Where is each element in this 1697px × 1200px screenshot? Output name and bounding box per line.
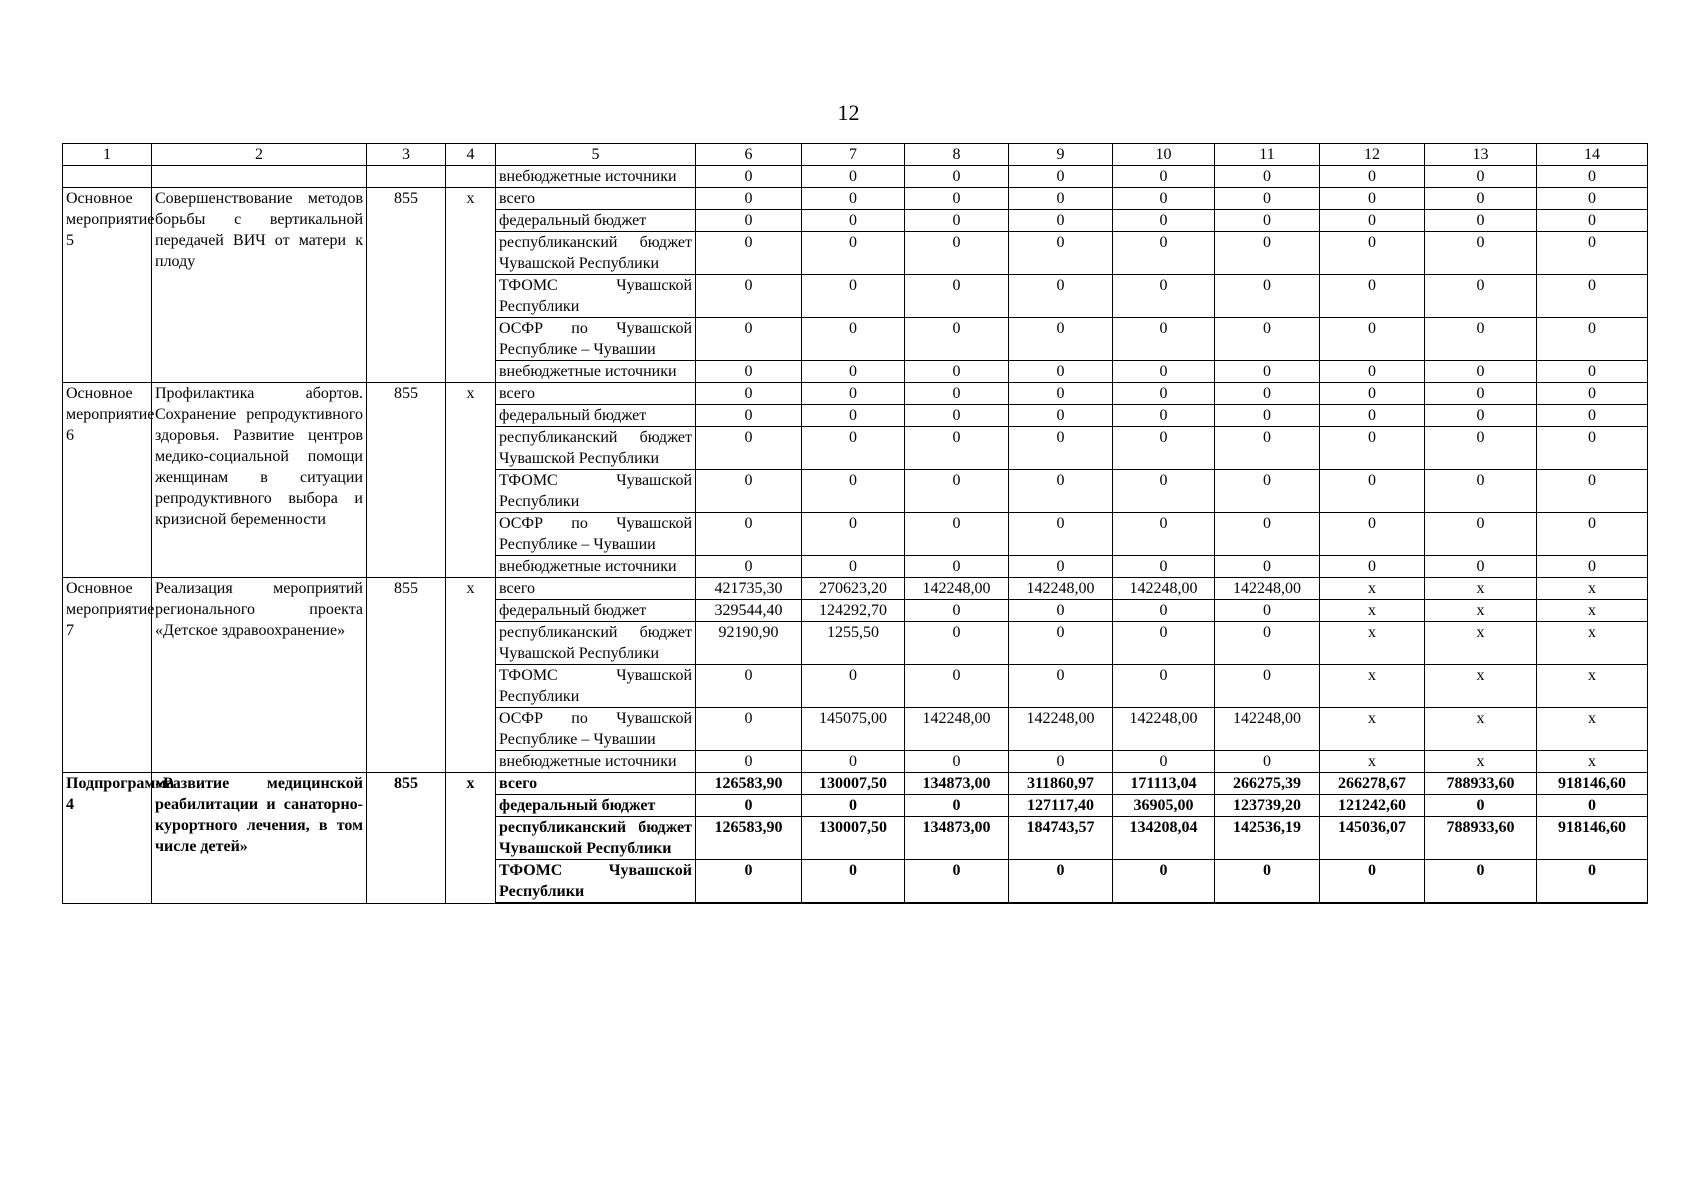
- source-cell: всего: [496, 383, 696, 405]
- group-title-cell: «Развитие медицинской реабилитации и санаторно-курортного лечения, в том числе детей»: [152, 773, 367, 904]
- value-cell: 0: [1537, 556, 1648, 578]
- value-cell: х: [1425, 622, 1537, 665]
- value-cell: 0: [1320, 513, 1425, 556]
- value-cell: х: [1425, 600, 1537, 622]
- value-cell: 0: [1537, 232, 1648, 275]
- value-cell: 0: [1320, 405, 1425, 427]
- value-cell: 0: [696, 361, 802, 383]
- value-cell: 127117,40: [1009, 795, 1113, 817]
- value-cell: 0: [905, 383, 1009, 405]
- value-cell: 0: [1009, 275, 1113, 318]
- header-cell: 12: [1320, 144, 1425, 166]
- value-cell: х: [1320, 751, 1425, 773]
- value-cell: 0: [802, 513, 905, 556]
- value-cell: 0: [905, 405, 1009, 427]
- value-cell: 0: [1320, 470, 1425, 513]
- value-cell: 0: [696, 405, 802, 427]
- source-cell: внебюджетные источники: [496, 166, 696, 188]
- value-cell: 36905,00: [1113, 795, 1215, 817]
- value-cell: 0: [1215, 318, 1320, 361]
- value-cell: 0: [802, 427, 905, 470]
- group-name-cell: Подпрограмма 4: [63, 773, 152, 904]
- source-cell: ОСФР по Чувашской Республике – Чувашии: [496, 318, 696, 361]
- value-cell: 788933,60: [1425, 817, 1537, 860]
- header-cell: 3: [367, 144, 446, 166]
- value-cell: 0: [696, 318, 802, 361]
- value-cell: 145036,07: [1320, 817, 1425, 860]
- value-cell: 0: [1425, 556, 1537, 578]
- value-cell: 171113,04: [1113, 773, 1215, 795]
- value-cell: 0: [1320, 556, 1425, 578]
- value-cell: 0: [1215, 166, 1320, 188]
- code-cell: [367, 166, 446, 188]
- value-cell: 0: [1425, 427, 1537, 470]
- value-cell: 0: [905, 795, 1009, 817]
- value-cell: 0: [1009, 427, 1113, 470]
- group-name-cell: Основное мероприятие 6: [63, 383, 152, 578]
- col4-cell: х: [446, 383, 496, 578]
- value-cell: 134873,00: [905, 817, 1009, 860]
- value-cell: 145075,00: [802, 708, 905, 751]
- value-cell: 0: [905, 361, 1009, 383]
- value-cell: 0: [1537, 427, 1648, 470]
- value-cell: 142248,00: [1113, 708, 1215, 751]
- value-cell: 0: [1009, 188, 1113, 210]
- value-cell: 311860,97: [1009, 773, 1113, 795]
- value-cell: 0: [905, 665, 1009, 708]
- value-cell: 0: [802, 795, 905, 817]
- value-cell: 0: [1009, 383, 1113, 405]
- value-cell: х: [1537, 600, 1648, 622]
- group-title-cell: Профилактика абортов. Сохранение репродуктивного здоровья. Развитие центров медико-социальной помощи женщинам в ситуации репродуктивного выбора и кризисной беременности: [152, 383, 367, 578]
- value-cell: 0: [905, 188, 1009, 210]
- value-cell: 0: [1113, 556, 1215, 578]
- value-cell: 0: [1009, 470, 1113, 513]
- value-cell: 0: [1113, 210, 1215, 232]
- code-cell: 855: [367, 773, 446, 904]
- source-cell: внебюджетные источники: [496, 556, 696, 578]
- table-row: [63, 383, 1648, 405]
- value-cell: 0: [1537, 860, 1648, 904]
- source-cell: федеральный бюджет: [496, 795, 696, 817]
- value-cell: 0: [1425, 232, 1537, 275]
- value-cell: 0: [1009, 513, 1113, 556]
- value-cell: 0: [696, 860, 802, 904]
- group-name-cell: Основное мероприятие 7: [63, 578, 152, 773]
- value-cell: 0: [802, 383, 905, 405]
- value-cell: 142248,00: [1113, 578, 1215, 600]
- group-name-cell: [63, 166, 152, 188]
- value-cell: 0: [1425, 405, 1537, 427]
- col4-cell: х: [446, 188, 496, 383]
- value-cell: 0: [1113, 405, 1215, 427]
- value-cell: 0: [696, 275, 802, 318]
- value-cell: 0: [696, 470, 802, 513]
- value-cell: 142248,00: [1009, 708, 1113, 751]
- value-cell: 0: [1113, 383, 1215, 405]
- value-cell: 0: [696, 427, 802, 470]
- value-cell: 0: [1009, 318, 1113, 361]
- source-cell: всего: [496, 578, 696, 600]
- value-cell: 0: [802, 751, 905, 773]
- value-cell: 0: [1537, 275, 1648, 318]
- value-cell: 0: [1215, 275, 1320, 318]
- value-cell: 0: [1009, 361, 1113, 383]
- value-cell: 0: [802, 232, 905, 275]
- source-cell: республиканский бюджет Чувашской Республики: [496, 427, 696, 470]
- value-cell: 0: [1215, 470, 1320, 513]
- value-cell: 0: [1009, 232, 1113, 275]
- value-cell: 0: [1215, 427, 1320, 470]
- value-cell: 0: [1113, 470, 1215, 513]
- value-cell: 266278,67: [1320, 773, 1425, 795]
- value-cell: 0: [1113, 600, 1215, 622]
- source-cell: ОСФР по Чувашской Республике – Чувашии: [496, 708, 696, 751]
- value-cell: 0: [1425, 318, 1537, 361]
- value-cell: 0: [1113, 232, 1215, 275]
- value-cell: 130007,50: [802, 773, 905, 795]
- value-cell: 788933,60: [1425, 773, 1537, 795]
- value-cell: 0: [1320, 860, 1425, 904]
- value-cell: 0: [1537, 318, 1648, 361]
- value-cell: 0: [1009, 622, 1113, 665]
- value-cell: х: [1425, 665, 1537, 708]
- value-cell: 0: [1113, 427, 1215, 470]
- value-cell: 0: [1425, 166, 1537, 188]
- source-cell: ТФОМС Чувашской Республики: [496, 275, 696, 318]
- page-number: 12: [837, 100, 860, 125]
- value-cell: 329544,40: [696, 600, 802, 622]
- value-cell: 0: [1009, 600, 1113, 622]
- value-cell: 0: [1215, 513, 1320, 556]
- value-cell: х: [1320, 622, 1425, 665]
- value-cell: 0: [1320, 361, 1425, 383]
- value-cell: 0: [696, 383, 802, 405]
- code-cell: 855: [367, 383, 446, 578]
- value-cell: 142248,00: [1215, 578, 1320, 600]
- value-cell: х: [1425, 708, 1537, 751]
- group-title-cell: Совершенствование методов борьбы с вертикальной передачей ВИЧ от матери к плоду: [152, 188, 367, 383]
- value-cell: 0: [1425, 210, 1537, 232]
- source-cell: всего: [496, 188, 696, 210]
- value-cell: 0: [1425, 383, 1537, 405]
- header-cell: 1: [63, 144, 152, 166]
- source-cell: республиканский бюджет Чувашской Республики: [496, 232, 696, 275]
- value-cell: 0: [802, 318, 905, 361]
- value-cell: 0: [1215, 383, 1320, 405]
- value-cell: 126583,90: [696, 817, 802, 860]
- value-cell: 0: [905, 232, 1009, 275]
- value-cell: 918146,60: [1537, 817, 1648, 860]
- value-cell: х: [1320, 665, 1425, 708]
- value-cell: 0: [802, 860, 905, 904]
- value-cell: х: [1320, 578, 1425, 600]
- value-cell: 0: [1215, 361, 1320, 383]
- source-cell: внебюджетные источники: [496, 751, 696, 773]
- col4-cell: х: [446, 773, 496, 904]
- value-cell: х: [1425, 751, 1537, 773]
- table-header-row: [63, 144, 1648, 166]
- value-cell: 0: [905, 622, 1009, 665]
- value-cell: 134873,00: [905, 773, 1009, 795]
- value-cell: 0: [1537, 188, 1648, 210]
- value-cell: 0: [905, 751, 1009, 773]
- value-cell: 0: [905, 470, 1009, 513]
- value-cell: 0: [905, 210, 1009, 232]
- value-cell: 0: [802, 210, 905, 232]
- value-cell: 0: [905, 556, 1009, 578]
- source-cell: федеральный бюджет: [496, 210, 696, 232]
- source-cell: ТФОМС Чувашской Республики: [496, 665, 696, 708]
- value-cell: 142536,19: [1215, 817, 1320, 860]
- value-cell: 0: [1537, 383, 1648, 405]
- value-cell: 0: [696, 188, 802, 210]
- value-cell: 0: [1113, 622, 1215, 665]
- value-cell: 0: [1425, 795, 1537, 817]
- value-cell: 0: [696, 166, 802, 188]
- value-cell: 0: [802, 665, 905, 708]
- value-cell: 0: [905, 275, 1009, 318]
- value-cell: 0: [1320, 166, 1425, 188]
- header-cell: 6: [696, 144, 802, 166]
- value-cell: 918146,60: [1537, 773, 1648, 795]
- value-cell: 0: [802, 405, 905, 427]
- value-cell: 0: [802, 166, 905, 188]
- value-cell: 134208,04: [1113, 817, 1215, 860]
- value-cell: 0: [1113, 275, 1215, 318]
- table-row: [63, 578, 1648, 600]
- value-cell: 0: [696, 513, 802, 556]
- value-cell: х: [1537, 708, 1648, 751]
- code-cell: 855: [367, 578, 446, 773]
- value-cell: 0: [1215, 188, 1320, 210]
- code-cell: 855: [367, 188, 446, 383]
- value-cell: 0: [802, 556, 905, 578]
- value-cell: 0: [802, 361, 905, 383]
- value-cell: 0: [1215, 622, 1320, 665]
- value-cell: х: [1320, 708, 1425, 751]
- value-cell: 142248,00: [905, 578, 1009, 600]
- value-cell: 0: [696, 795, 802, 817]
- value-cell: 124292,70: [802, 600, 905, 622]
- value-cell: 0: [1009, 166, 1113, 188]
- value-cell: 0: [1215, 751, 1320, 773]
- value-cell: 0: [1215, 665, 1320, 708]
- group-title-cell: [152, 166, 367, 188]
- value-cell: 0: [1320, 188, 1425, 210]
- value-cell: 0: [1113, 751, 1215, 773]
- table-row: [63, 166, 1648, 188]
- value-cell: 0: [1009, 665, 1113, 708]
- value-cell: 0: [696, 210, 802, 232]
- value-cell: 0: [1009, 751, 1113, 773]
- value-cell: 1255,50: [802, 622, 905, 665]
- value-cell: 0: [1537, 166, 1648, 188]
- source-cell: ТФОМС Чувашской Республики: [496, 860, 696, 904]
- value-cell: 142248,00: [1215, 708, 1320, 751]
- header-cell: 7: [802, 144, 905, 166]
- value-cell: 0: [1009, 405, 1113, 427]
- value-cell: 0: [1009, 860, 1113, 904]
- value-cell: 0: [1320, 383, 1425, 405]
- source-cell: республиканский бюджет Чувашской Республики: [496, 817, 696, 860]
- value-cell: 0: [1537, 405, 1648, 427]
- header-cell: 9: [1009, 144, 1113, 166]
- value-cell: 123739,20: [1215, 795, 1320, 817]
- header-cell: 8: [905, 144, 1009, 166]
- value-cell: х: [1537, 622, 1648, 665]
- value-cell: 0: [1537, 470, 1648, 513]
- value-cell: 121242,60: [1320, 795, 1425, 817]
- col4-cell: х: [446, 578, 496, 773]
- value-cell: 0: [1320, 275, 1425, 318]
- header-cell: 10: [1113, 144, 1215, 166]
- value-cell: 0: [1113, 361, 1215, 383]
- value-cell: 0: [1113, 188, 1215, 210]
- value-cell: 0: [905, 166, 1009, 188]
- value-cell: 0: [1425, 275, 1537, 318]
- value-cell: 0: [1113, 860, 1215, 904]
- source-cell: республиканский бюджет Чувашской Республики: [496, 622, 696, 665]
- value-cell: 0: [1113, 318, 1215, 361]
- value-cell: 0: [1537, 210, 1648, 232]
- source-cell: федеральный бюджет: [496, 600, 696, 622]
- value-cell: 0: [1215, 232, 1320, 275]
- source-cell: федеральный бюджет: [496, 405, 696, 427]
- value-cell: 0: [1215, 860, 1320, 904]
- value-cell: 0: [905, 600, 1009, 622]
- value-cell: 0: [696, 665, 802, 708]
- value-cell: 0: [1425, 860, 1537, 904]
- value-cell: 0: [1425, 513, 1537, 556]
- value-cell: 184743,57: [1009, 817, 1113, 860]
- table-row: [63, 773, 1648, 795]
- value-cell: 0: [696, 232, 802, 275]
- source-cell: внебюджетные источники: [496, 361, 696, 383]
- value-cell: 0: [905, 318, 1009, 361]
- value-cell: 0: [1320, 318, 1425, 361]
- source-cell: всего: [496, 773, 696, 795]
- value-cell: 0: [1320, 427, 1425, 470]
- header-cell: 5: [496, 144, 696, 166]
- value-cell: 0: [1215, 600, 1320, 622]
- value-cell: х: [1425, 578, 1537, 600]
- value-cell: х: [1537, 578, 1648, 600]
- value-cell: 0: [905, 860, 1009, 904]
- value-cell: 421735,30: [696, 578, 802, 600]
- budget-table: [62, 143, 1648, 904]
- value-cell: 270623,20: [802, 578, 905, 600]
- table-row: [63, 188, 1648, 210]
- value-cell: 0: [1320, 210, 1425, 232]
- value-cell: 0: [1425, 470, 1537, 513]
- value-cell: 0: [1113, 166, 1215, 188]
- value-cell: 0: [1113, 665, 1215, 708]
- header-cell: 11: [1215, 144, 1320, 166]
- header-cell: 2: [152, 144, 367, 166]
- value-cell: 0: [905, 513, 1009, 556]
- value-cell: 0: [696, 708, 802, 751]
- value-cell: 0: [1215, 556, 1320, 578]
- value-cell: 142248,00: [1009, 578, 1113, 600]
- value-cell: 0: [1537, 361, 1648, 383]
- value-cell: 0: [1425, 188, 1537, 210]
- value-cell: 0: [1215, 210, 1320, 232]
- value-cell: 0: [802, 188, 905, 210]
- value-cell: 0: [1537, 795, 1648, 817]
- value-cell: 0: [1537, 513, 1648, 556]
- value-cell: х: [1537, 751, 1648, 773]
- value-cell: 0: [905, 427, 1009, 470]
- value-cell: 0: [802, 470, 905, 513]
- value-cell: 0: [1425, 361, 1537, 383]
- group-name-cell: Основное мероприятие 5: [63, 188, 152, 383]
- value-cell: х: [1320, 600, 1425, 622]
- value-cell: 0: [1320, 232, 1425, 275]
- source-cell: ТФОМС Чувашской Республики: [496, 470, 696, 513]
- group-title-cell: Реализация мероприятий регионального проекта «Детское здравоохранение»: [152, 578, 367, 773]
- value-cell: х: [1537, 665, 1648, 708]
- value-cell: 0: [1113, 513, 1215, 556]
- value-cell: 0: [1009, 556, 1113, 578]
- header-cell: 14: [1537, 144, 1648, 166]
- value-cell: 0: [1215, 405, 1320, 427]
- value-cell: 142248,00: [905, 708, 1009, 751]
- col4-cell: [446, 166, 496, 188]
- value-cell: 130007,50: [802, 817, 905, 860]
- header-cell: 13: [1425, 144, 1537, 166]
- header-cell: 4: [446, 144, 496, 166]
- value-cell: 0: [1009, 210, 1113, 232]
- value-cell: 0: [696, 751, 802, 773]
- value-cell: 0: [696, 556, 802, 578]
- value-cell: 266275,39: [1215, 773, 1320, 795]
- value-cell: 126583,90: [696, 773, 802, 795]
- source-cell: ОСФР по Чувашской Республике – Чувашии: [496, 513, 696, 556]
- value-cell: 0: [802, 275, 905, 318]
- value-cell: 92190,90: [696, 622, 802, 665]
